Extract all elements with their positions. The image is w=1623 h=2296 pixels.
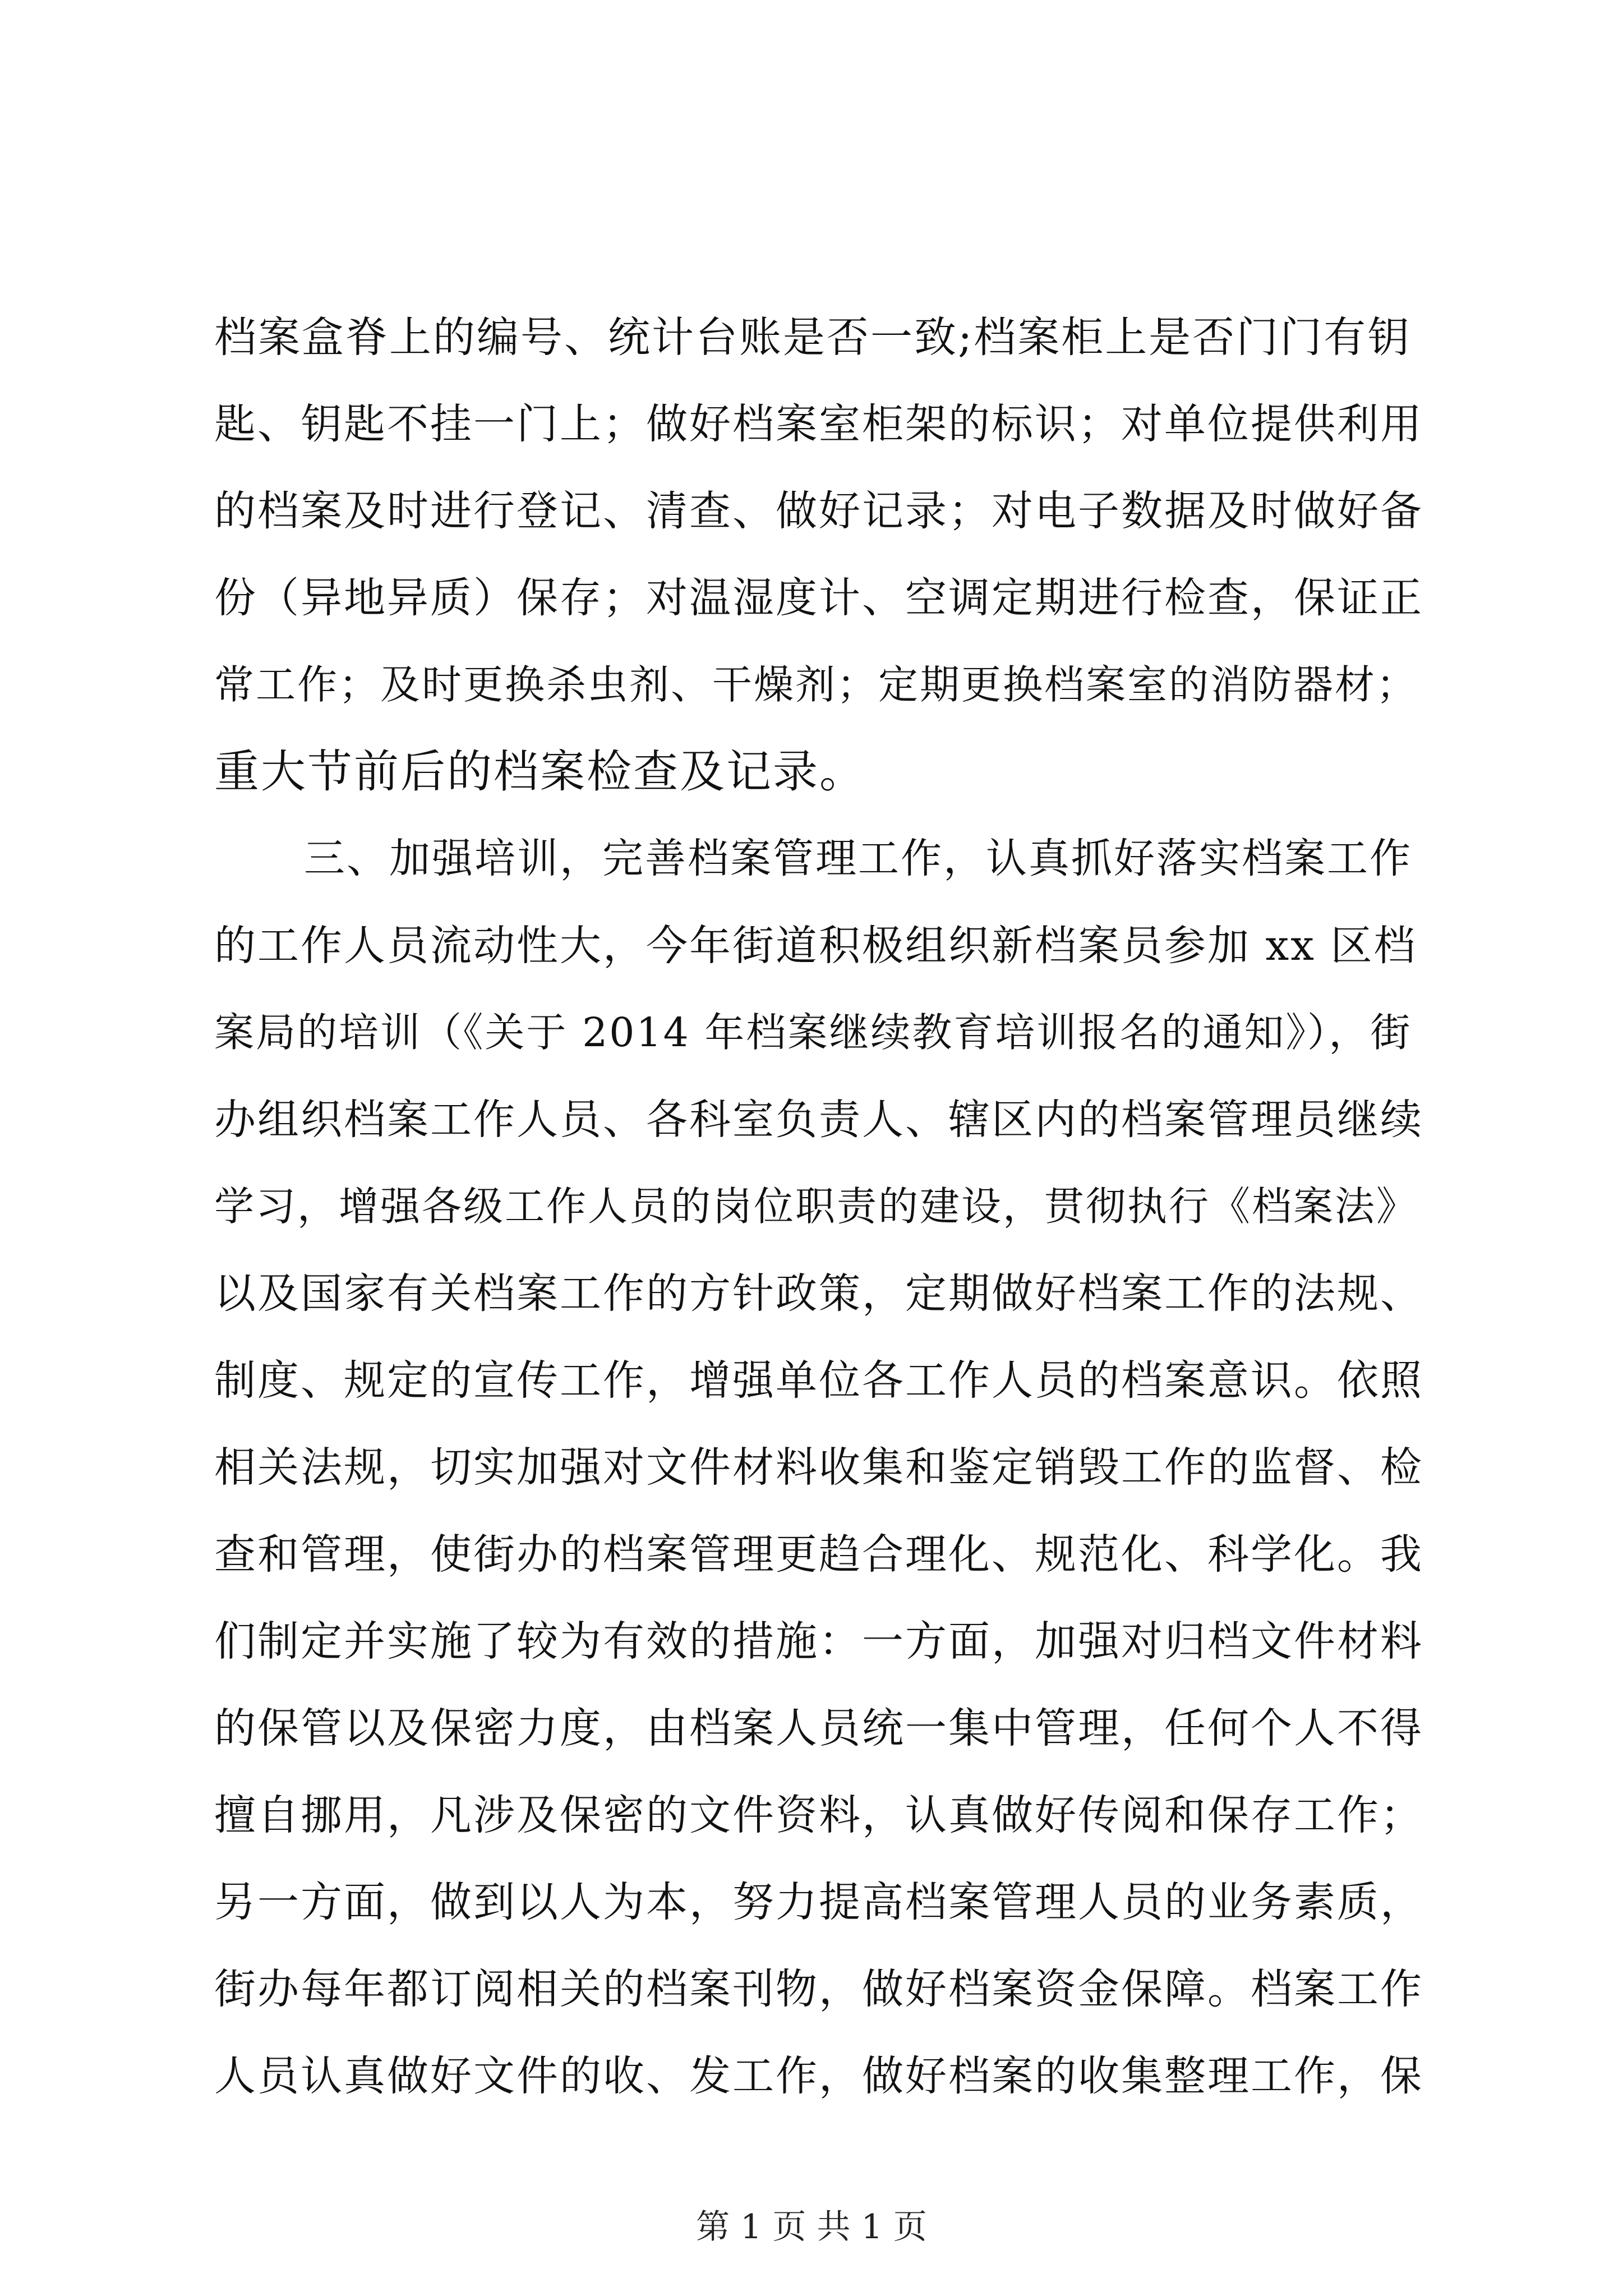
text-line: 的工作人员流动性大，今年街道积极组织新档案员参加 xx 区档 xyxy=(214,922,1417,970)
text-line: 们制定并实施了较为有效的措施：一方面，加强对归档文件材料 xyxy=(214,1617,1423,1665)
text-line: 的保管以及保密力度，由档案人员统一集中管理，任何个人不得 xyxy=(214,1704,1423,1752)
text-line: 人员认真做好文件的收、发工作，做好档案的收集整理工作，保 xyxy=(214,2052,1423,2100)
text-line: 匙、钥匙不挂一门上；做好档案室柜架的标识；对单位提供利用 xyxy=(214,400,1423,448)
page-footer: 第 1 页 共 1 页 xyxy=(696,2207,927,2247)
text-line: 的档案及时进行登记、清查、做好记录；对电子数据及时做好备 xyxy=(214,487,1423,535)
text-line: 街办每年都订阅相关的档案刊物，做好档案资金保障。档案工作 xyxy=(214,1965,1423,2013)
text-line: 份（异地异质）保存；对温湿度计、空调定期进行检查，保证正 xyxy=(214,574,1423,622)
text-line: 相关法规，切实加强对文件材料收集和鉴定销毁工作的监督、检 xyxy=(214,1443,1423,1492)
text-line: 学习，增强各级工作人员的岗位职责的建设，贯彻执行《档案法》 xyxy=(214,1183,1418,1230)
text-line: 案局的培训（《关于 2014 年档案继续教育培训报名的通知》），街 xyxy=(214,1009,1412,1056)
text-line: 重大节前后的档案检查及记录。 xyxy=(214,746,866,798)
text-line: 常工作；及时更换杀虫剂、干燥剂；定期更换档案室的消防器材； xyxy=(214,661,1418,708)
text-line: 制度、规定的宣传工作，增强单位各工作人员的档案意识。依照 xyxy=(214,1356,1423,1405)
text-line: 查和管理，使街办的档案管理更趋合理化、规范化、科学化。我 xyxy=(214,1530,1423,1579)
text-line: 擅自挪用，凡涉及保密的文件资料，认真做好传阅和保存工作； xyxy=(214,1791,1423,1839)
paragraph-first-line: 三、加强培训，完善档案管理工作，认真抓好落实档案工作 xyxy=(304,835,1412,882)
text-line: 另一方面，做到以人为本，努力提高档案管理人员的业务素质， xyxy=(214,1878,1423,1926)
text-line: 办组织档案工作人员、各科室负责人、辖区内的档案管理员继续 xyxy=(214,1096,1423,1144)
text-line: 档案盒脊上的编号、统计台账是否一致;档案柜上是否门门有钥 xyxy=(214,312,1412,362)
text-line: 以及国家有关档案工作的方针政策，定期做好档案工作的法规、 xyxy=(214,1269,1423,1318)
